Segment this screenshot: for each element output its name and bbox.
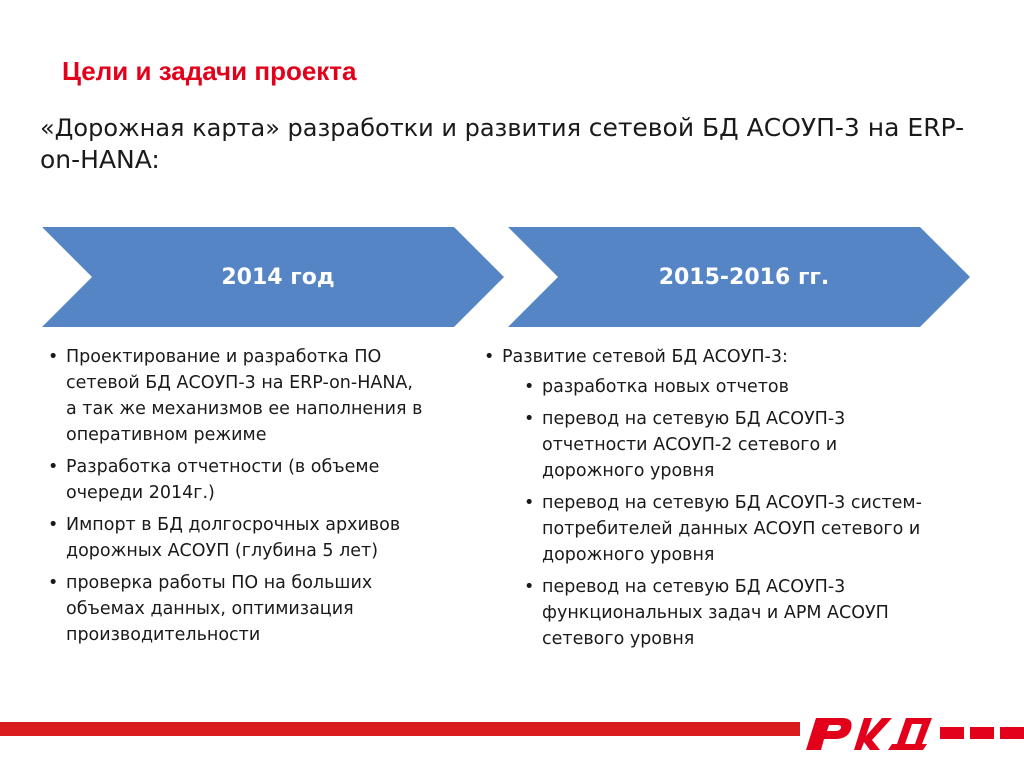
left-task-list (44, 344, 424, 654)
list-item-text: перевод на сетевую БД АСОУП-3 систем-потребителей данных АСОУП сетевого и дорожного уровня (542, 493, 922, 565)
bullet-icon: • (524, 377, 535, 397)
sub-list-item (502, 490, 930, 568)
list-item (44, 454, 424, 506)
slide-subtitle (40, 112, 980, 176)
list-item-text: перевод на сетевую БД АСОУП-3 отчетности АСОУП-2 сетевого и дорожного уровня (542, 409, 846, 481)
sub-list-item (502, 406, 930, 484)
slide-title: Цели и задачи проекта (62, 56, 357, 86)
list-item (44, 344, 424, 448)
timeline-step-2015-2016 (508, 227, 970, 327)
subtitle-part-2: сетевой БД АСОУП-3 на ERP-on-HANA: (40, 113, 965, 174)
timeline-step-label: 2015-2016 гг. (658, 264, 830, 290)
right-task-list (480, 344, 930, 658)
timeline-step-2014 (42, 227, 504, 327)
bullet-icon: • (48, 347, 59, 367)
list-item-text: Проектирование и разработка ПО сетевой БД АСОУП-3 на ERP-on-HANA, а так же механизмов ее наполнения в оперативном режиме (66, 347, 423, 445)
list-item-text: разработка новых отчетов (542, 377, 789, 397)
list-item-text: Разработка отчетности (в объеме очереди 2014г.) (66, 457, 380, 503)
subtitle-part-1: «Дорожная карта» разработки и развития (40, 114, 589, 142)
bullet-icon: • (48, 457, 59, 477)
list-item (44, 570, 424, 648)
list-heading-text: Развитие сетевой БД АСОУП-3: (502, 347, 788, 367)
bullet-icon: • (524, 409, 535, 429)
bullet-icon: • (48, 515, 59, 535)
list-item (44, 512, 424, 564)
list-item-text: проверка работы ПО на больших объемах данных, оптимизация производительности (66, 573, 373, 645)
bullet-icon: • (484, 347, 495, 367)
bullet-icon: • (524, 493, 535, 513)
sub-list-item (502, 374, 930, 400)
bullet-icon: • (524, 577, 535, 597)
list-item-text: перевод на сетевую БД АСОУП-3 функциональных задач и АРМ АСОУП сетевого уровня (542, 577, 889, 649)
list-item (480, 344, 930, 652)
sub-list-item (502, 574, 930, 652)
timeline-step-label: 2014 год (221, 264, 335, 290)
bullet-icon: • (48, 573, 59, 593)
list-item-text: Импорт в БД долгосрочных архивов дорожных АСОУП (глубина 5 лет) (66, 515, 401, 561)
rzd-logo-icon (802, 710, 1024, 756)
footer-red-bar (0, 722, 800, 736)
